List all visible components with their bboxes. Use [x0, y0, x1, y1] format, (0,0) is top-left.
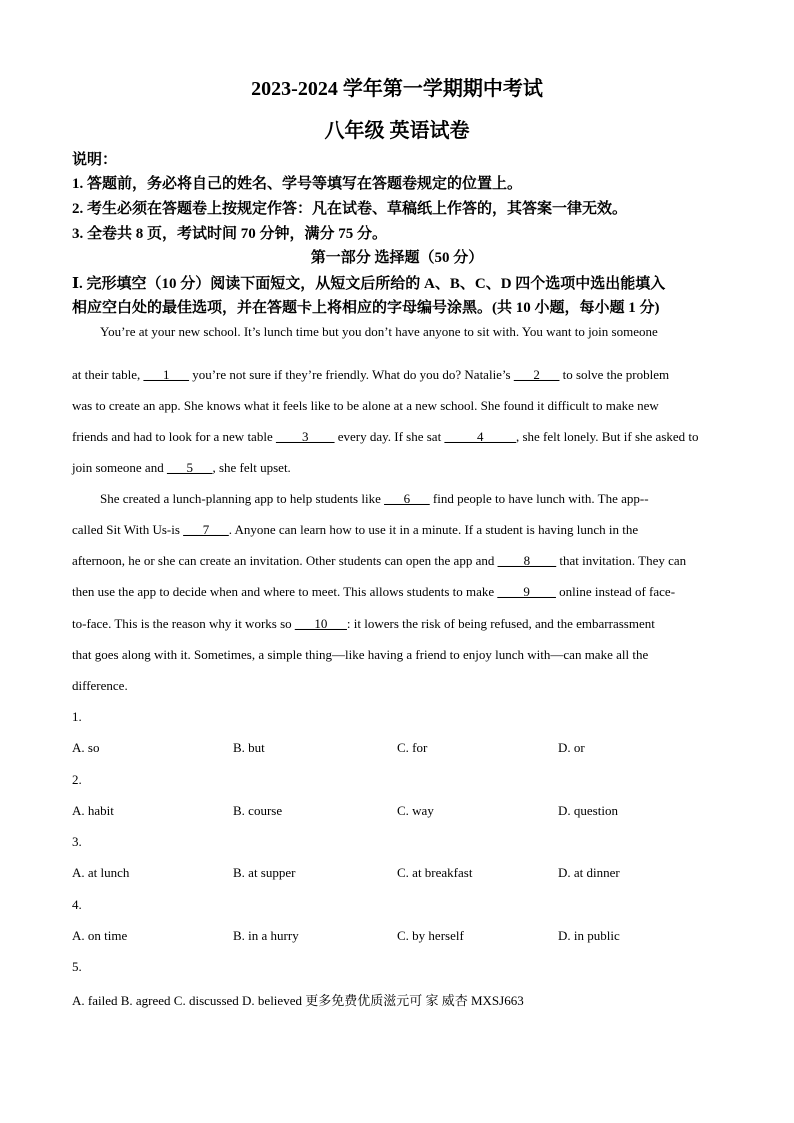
exam-title: 2023-2024 学年第一学期期中考试: [251, 78, 543, 100]
passage-text: that invitation. They can: [556, 553, 687, 568]
exam-subtitle: 八年级 英语试卷: [324, 120, 470, 142]
blank-2: ___2___: [513, 367, 560, 382]
option-2d[interactable]: D. question: [558, 803, 618, 818]
passage-line-6: [100, 491, 750, 507]
blank-9: ____9____: [497, 584, 556, 599]
option-3a[interactable]: A. at lunch: [72, 865, 130, 880]
passage-line-12: difference.: [72, 678, 128, 693]
instruction-item-2: 2. 考生必须在答题卷上按规定作答：凡在试卷、草稿纸上作答的，其答案一律无效。: [72, 201, 628, 217]
option-1c[interactable]: C. for: [397, 740, 428, 755]
option-4a[interactable]: A. on time: [72, 928, 128, 943]
blank-5: ___5___: [166, 460, 213, 475]
instruction-item-3: 3. 全卷共 8 页，考试时间 70 分钟，满分 75 分。: [72, 226, 388, 242]
option-1a[interactable]: A. so: [72, 740, 100, 755]
question-number-3: 3.: [72, 834, 82, 849]
option-2a[interactable]: A. habit: [72, 803, 114, 818]
passage-text: to solve the problem: [559, 367, 670, 382]
passage-text: called Sit With Us-is: [72, 522, 184, 537]
passage-line-9: [72, 584, 722, 600]
blank-10: ___10___: [294, 616, 347, 631]
question-number-5: 5.: [72, 959, 82, 974]
option-4b[interactable]: B. in a hurry: [233, 928, 299, 943]
option-3c[interactable]: C. at breakfast: [397, 865, 473, 880]
blank-6: ___6___: [384, 491, 430, 506]
instruction-item-1: 1. 答题前，务必将自己的姓名、学号等填写在答题卷规定的位置上。: [72, 176, 523, 192]
question-number-4: 4.: [72, 897, 82, 912]
part-title: 第一部分 选择题（50 分）: [310, 250, 484, 266]
question-number-1: 1.: [72, 709, 82, 724]
option-2c[interactable]: C. way: [397, 803, 434, 818]
passage-text: join someone and: [72, 460, 167, 475]
passage-text: . Anyone can learn how to use it in a minute. If a student is having lunch in the: [228, 522, 639, 537]
option-2b[interactable]: B. course: [233, 803, 283, 818]
instructions-label: 说明：: [72, 152, 118, 168]
blank-8: ____8____: [497, 553, 557, 568]
passage-text: , she felt lonely. But if she asked to: [515, 429, 699, 444]
question-number-2: 2.: [72, 772, 82, 787]
options-5-inline: A. failed B. agreed C. discussed D. believed 更多免费优质滋元可 家 威杏 MXSJ663: [72, 993, 524, 1008]
option-1b[interactable]: B. but: [233, 740, 265, 755]
passage-text: friends and had to look for a new table: [72, 429, 276, 444]
passage-line-2: [72, 367, 722, 383]
passage-line-3: was to create an app. She knows what it feels like to be alone at a new school. She found it difficult to make new: [72, 398, 659, 413]
option-3d[interactable]: D. at dinner: [558, 865, 620, 880]
option-4d[interactable]: D. in public: [558, 928, 620, 943]
passage-text: to-face. This is the reason why it works so: [72, 616, 295, 631]
passage-text: then use the app to decide when and where to meet. This allows students to make: [72, 584, 498, 599]
blank-4: _____4_____: [444, 429, 516, 444]
blank-7: ___7___: [183, 522, 229, 537]
blank-1: ___1___: [143, 367, 189, 382]
passage-text: at their table,: [72, 367, 144, 382]
passage-text: afternoon, he or she can create an invitation. Other students can open the app and: [72, 553, 498, 568]
passage-line-4: [72, 429, 722, 445]
section-heading-line-1: Ⅰ. 完形填空（10 分）阅读下面短文，从短文后所给的 A、B、C、D 四个选项中选出能填入: [72, 276, 666, 292]
passage-line-10: [72, 616, 722, 632]
section-heading-line-2: 相应空白处的最佳选项，并在答题卡上将相应的字母编号涂黑。(共 10 小题，每小题 1 分): [72, 300, 660, 316]
option-1d[interactable]: D. or: [558, 740, 585, 755]
passage-line-8: [72, 553, 722, 569]
option-3b[interactable]: B. at supper: [233, 865, 296, 880]
passage-line-5: [72, 460, 722, 476]
passage-text: online instead of face-: [555, 584, 676, 599]
passage-text: She created a lunch-planning app to help students like: [100, 491, 385, 506]
option-4c[interactable]: C. by herself: [397, 928, 464, 943]
passage-line-1: You’re at your new school. It’s lunch time but you don’t have anyone to sit with. You want to join someone: [100, 324, 658, 339]
passage-text: every day. If she sat: [334, 429, 445, 444]
passage-text: find people to have lunch with. The app--: [429, 491, 649, 506]
passage-line-11: that goes along with it. Sometimes, a simple thing—like having a friend to enjoy lunch with—can make all the: [72, 647, 649, 662]
passage-text: : it lowers the risk of being refused, and the embarrassment: [346, 616, 655, 631]
passage-text: you’re not sure if they’re friendly. What do you do? Natalie’s: [188, 367, 514, 382]
passage-text: , she felt upset.: [212, 460, 291, 475]
passage-line-7: [72, 522, 722, 538]
blank-3: ____3____: [275, 429, 335, 444]
